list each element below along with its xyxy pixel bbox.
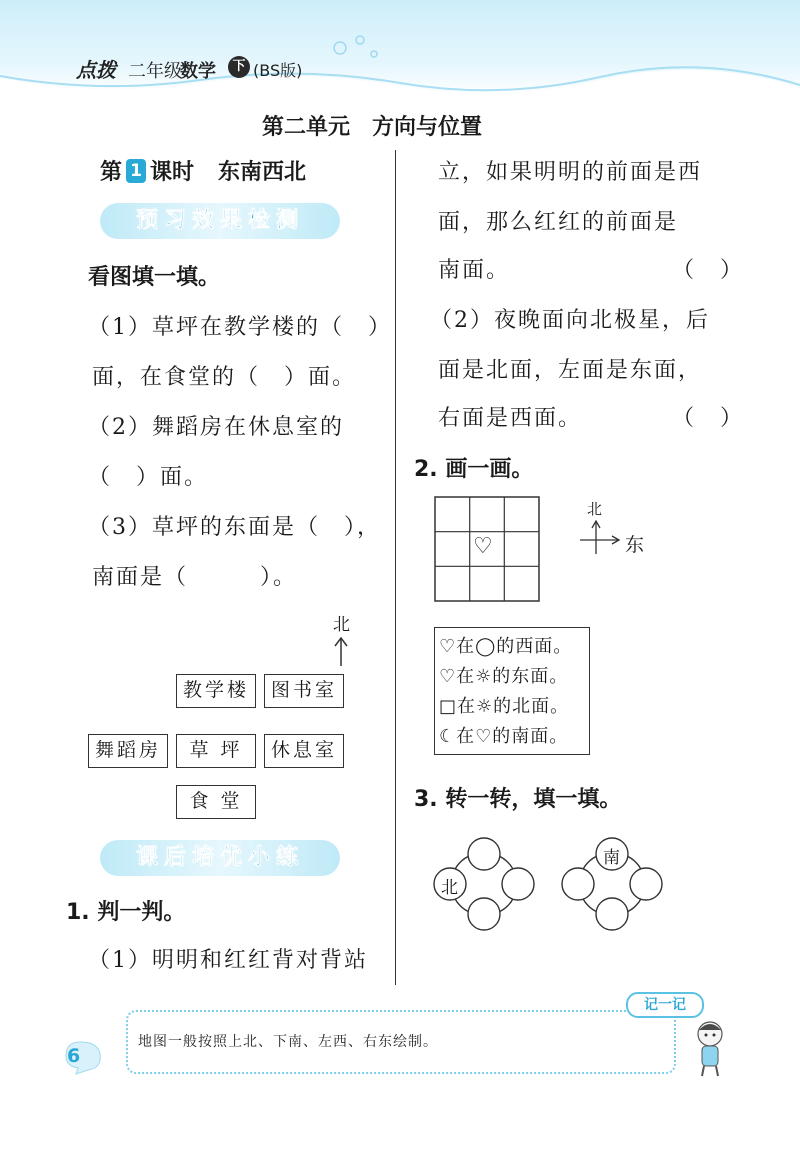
mascot-icon	[690, 1018, 730, 1078]
q3-heading: 3. 转一转，填一填。	[414, 787, 622, 812]
q1-line: 面是北面，左面是东面，	[438, 358, 703, 383]
legend-line: ♡在◯的西面。	[439, 636, 573, 657]
question-line: 南面是（ ）。	[92, 565, 298, 590]
room-canteen: 食 堂	[176, 785, 256, 819]
heart-icon: ♡	[473, 534, 493, 559]
rotation-left-label: 北	[441, 878, 458, 898]
q1-heading: 1. 判一判。	[66, 900, 186, 925]
lesson-suffix: 课时	[150, 160, 195, 185]
q1-line: （1）明明和红红背对背站	[88, 948, 368, 973]
question-line: 面，在食堂的（ ）面。	[92, 365, 357, 390]
header-wave-decoration	[0, 58, 800, 98]
page-number: 6	[67, 1045, 81, 1067]
unit-title: 第二单元 方向与位置	[262, 114, 483, 140]
q1-line: （2）夜晚面向北极星，后	[430, 308, 710, 333]
lesson-prefix: 第	[100, 160, 123, 185]
subject-label: 数学	[180, 61, 216, 82]
q1-line: 右面是西面。	[438, 406, 583, 431]
grade-label: 二年级	[128, 61, 182, 82]
memo-text: 地图一般按照上北、下南、左西、右东绘制。	[138, 1034, 438, 1050]
bubble-decoration	[330, 28, 390, 68]
memo-tab: 记一记	[626, 992, 704, 1018]
room-dance: 舞蹈房	[88, 734, 168, 768]
question-line: （2）舞蹈房在休息室的	[88, 415, 344, 440]
room-lawn: 草 坪	[176, 734, 256, 768]
lesson-number: 1	[126, 159, 146, 183]
lesson-title	[100, 155, 306, 186]
question-line: （3）草坪的东面是（ ），	[88, 515, 381, 540]
compass-icon	[578, 520, 622, 556]
legend-box	[434, 627, 590, 755]
room-lounge: 休息室	[264, 734, 344, 768]
brand-logo: 点拨	[76, 58, 116, 82]
room-library: 图书室	[264, 674, 344, 708]
section-preview-title: 预习效果检测	[100, 203, 340, 239]
q1-line: 面，那么红红的前面是	[438, 210, 679, 235]
volume-badge: 下	[228, 56, 250, 78]
question-line: （ ）面。	[88, 465, 209, 490]
map-north-label: 北	[333, 615, 350, 635]
compass-east-label: 东	[625, 534, 645, 556]
lesson-topic: 东南西北	[218, 160, 307, 185]
legend-line: ♡在☼的东面。	[439, 666, 569, 687]
q1-line: 立，如果明明的前面是西	[438, 160, 703, 185]
compass-north-label: 北	[587, 500, 603, 518]
q1-line: 南面。	[438, 258, 511, 283]
legend-line: ☾在♡的南面。	[439, 726, 569, 747]
north-arrow-icon	[332, 636, 350, 668]
legend-line: □在☼的北面。	[439, 696, 570, 717]
edition-label: (BS版)	[253, 61, 303, 80]
room-teaching-building: 教学楼	[176, 674, 256, 708]
answer-paren[interactable]: （ ）	[672, 406, 745, 431]
section-practice-title: 课后培优小练	[100, 840, 340, 876]
question-line: （1）草坪在教学楼的（ ）	[88, 315, 392, 340]
rotation-right-label: 南	[603, 848, 620, 868]
instruction-text: 看图填一填。	[88, 265, 221, 290]
q2-heading: 2. 画一画。	[414, 457, 534, 482]
column-divider	[395, 150, 396, 985]
answer-paren[interactable]: （ ）	[672, 258, 745, 283]
